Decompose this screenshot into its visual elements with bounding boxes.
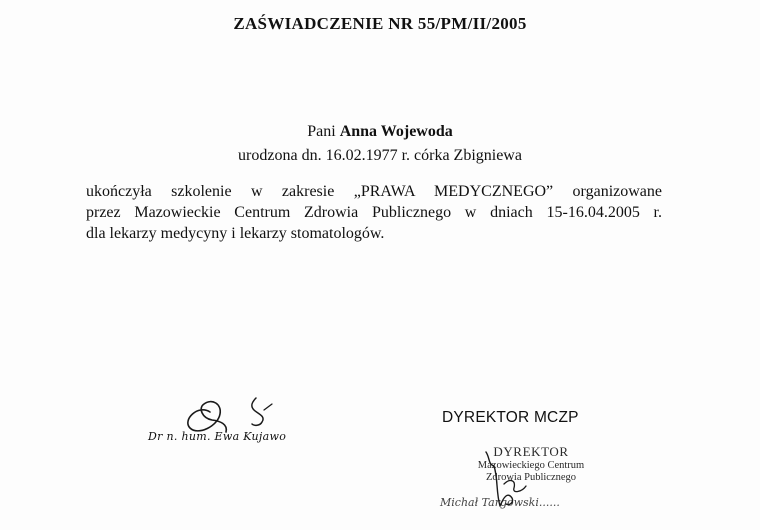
stamp-dots: ...... bbox=[538, 496, 560, 509]
stamp-line-1: Mazowieckiego Centrum bbox=[477, 460, 585, 471]
certificate-title: ZAŚWIADCZENIE NR 55/PM/II/2005 bbox=[233, 14, 527, 33]
recipient-salutation: Pani bbox=[307, 123, 336, 140]
stamp-line-2: Zdrowia Publicznego bbox=[485, 472, 577, 483]
body-line-1: ukończyła szkolenie w zakresie „PRAWA MEDYCZNEGO” organizowane bbox=[86, 183, 662, 200]
recipient-name: Anna Wojewoda bbox=[339, 123, 453, 140]
stamp-signatory-name: Michał Targowski bbox=[440, 496, 539, 509]
recipient-name-line bbox=[0, 120, 760, 144]
stamp-heading: DYREKTOR bbox=[493, 444, 569, 459]
body-line-2: przez Mazowieckie Centrum Zdrowia Publicznego w dniach 15-16.04.2005 r. bbox=[86, 204, 662, 221]
body-line-3: dla lekarzy medycyny i lekarzy stomatologów. bbox=[86, 225, 385, 242]
left-signatory-name: Dr n. hum. Ewa Kujawo bbox=[148, 430, 287, 443]
certificate-body bbox=[86, 181, 662, 244]
recipient-birth-line: urodzona dn. 16.02.1977 r. córka Zbigniewa bbox=[238, 147, 522, 164]
director-title: DYREKTOR MCZP bbox=[442, 409, 579, 426]
recipient-block bbox=[0, 120, 760, 168]
right-signature-graphic bbox=[476, 448, 556, 518]
